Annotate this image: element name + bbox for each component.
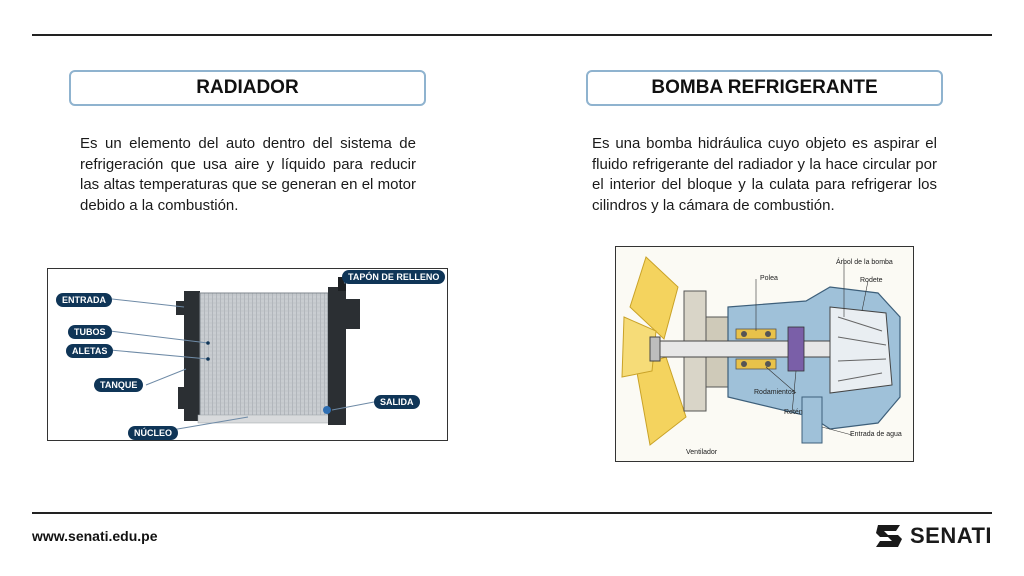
senati-s-icon <box>874 521 904 551</box>
label-reten: Retén <box>784 409 803 416</box>
label-entrada-agua: Entrada de agua <box>850 431 902 438</box>
bomba-title: BOMBA REFRIGERANTE <box>586 70 943 106</box>
bomba-description: Es una bomba hidráulica cuyo objeto es aspirar el fluido refrigerante del radiador y la hace circular por el interior del bloque y la culata para refrigerar los cilindros y la cámara de combustión. <box>592 135 937 214</box>
label-tanque: TANQUE <box>94 378 143 392</box>
label-rodete: Rodete <box>860 277 883 284</box>
label-tubos: TUBOS <box>68 325 112 339</box>
label-arbol: Árbol de la bomba <box>836 259 893 266</box>
bottom-divider <box>32 512 992 514</box>
label-rodamientos: Rodamientos <box>754 389 796 396</box>
footer-url[interactable]: www.senati.edu.pe <box>32 528 158 544</box>
label-nucleo: NÚCLEO <box>128 426 178 440</box>
senati-logo <box>874 521 992 551</box>
label-ventilador: Ventilador <box>686 449 718 456</box>
top-divider <box>32 34 992 36</box>
pump-figure <box>615 246 914 462</box>
label-polea: Polea <box>760 275 778 282</box>
radiator-figure <box>47 268 448 441</box>
radiador-title: RADIADOR <box>69 70 426 106</box>
label-tapon: TAPÓN DE RELLENO <box>342 270 445 284</box>
label-aletas: ALETAS <box>66 344 113 358</box>
label-entrada: ENTRADA <box>56 293 112 307</box>
label-salida: SALIDA <box>374 395 420 409</box>
radiador-description: Es un elemento del auto dentro del sistema de refrigeración que usa aire y líquido para reducir las altas temperaturas que se generan en el motor debido a la combustión. <box>80 135 416 214</box>
senati-wordmark: SENATI <box>910 523 993 548</box>
